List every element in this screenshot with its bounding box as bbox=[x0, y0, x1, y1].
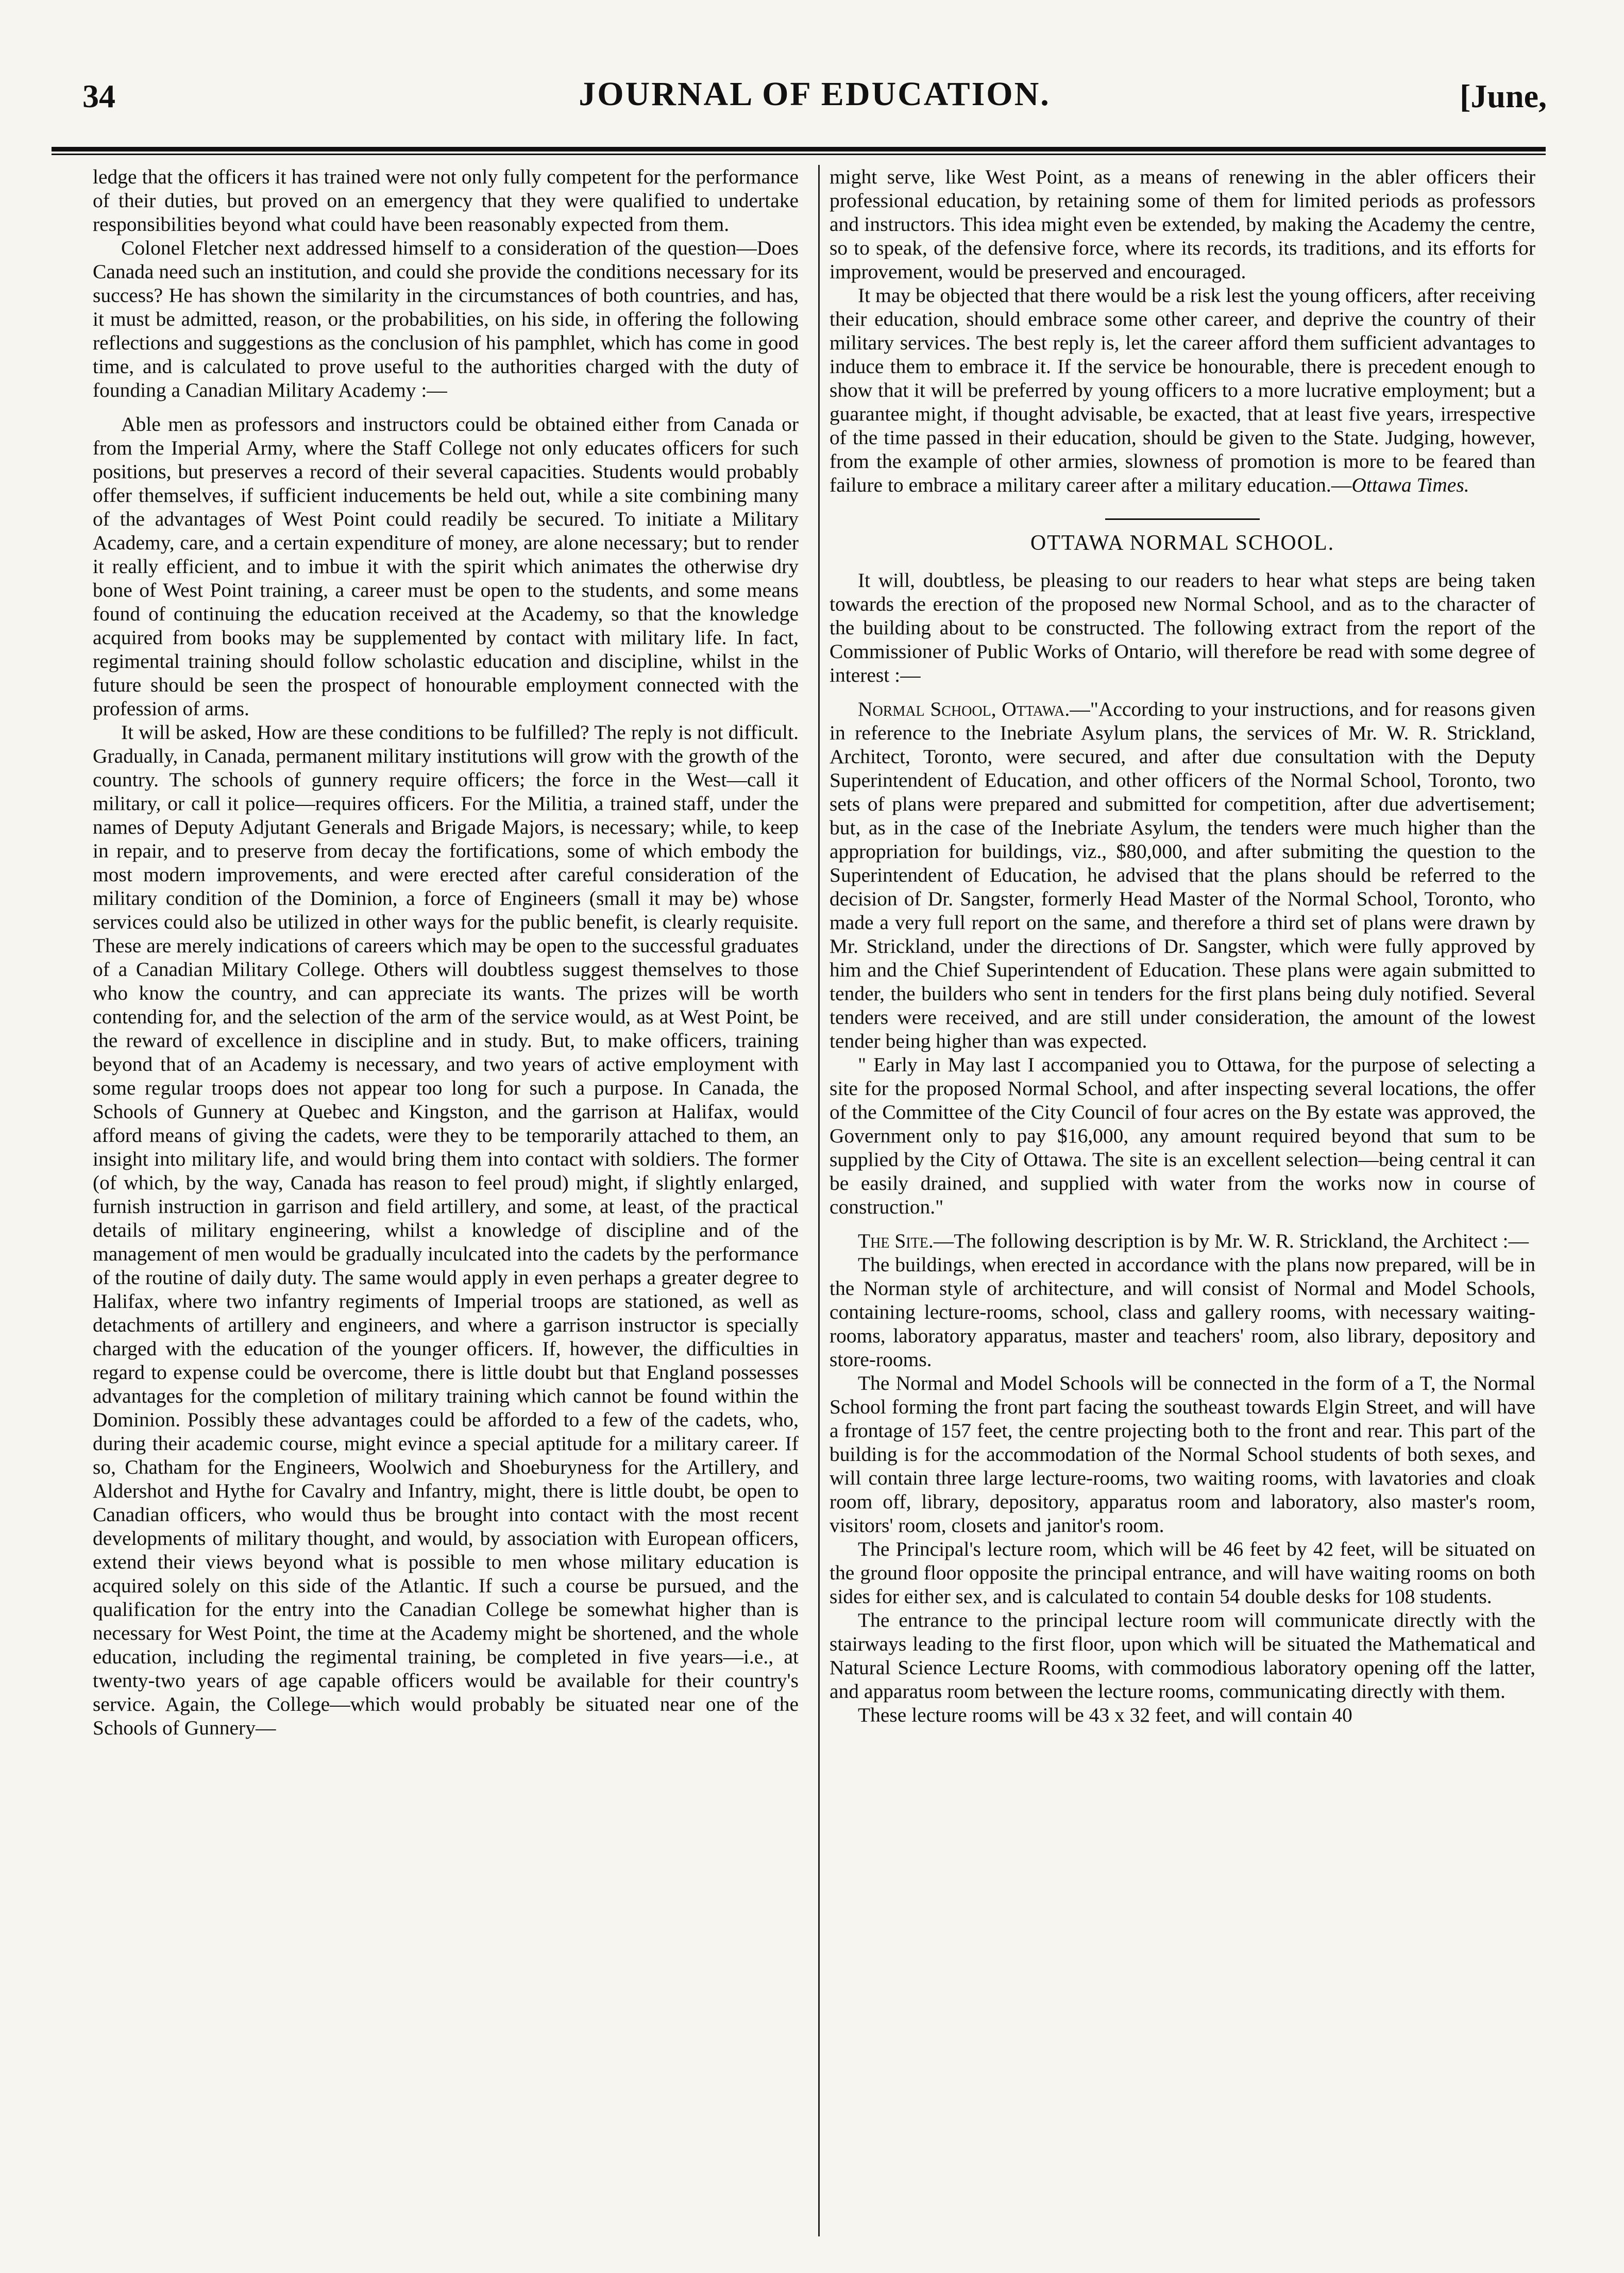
paragraph-lead: The Site. bbox=[858, 1230, 934, 1252]
quoted-paragraph: Able men as professors and instructors could be obtained either from Canada or from the Imperial Army, where the Staff College not only educates officers for such positions, but preserves a record of their several capacities. Students would probably offer themselves, if sufficient inducements be held out, while a site combining many of the advantages of West Point could readily be secured. To initiate a Military Academy, care, and a certain expenditure of money, are alone necessary; but to render it really efficient, and to imbue it with the spirit which animates the otherwise dry bone of West Point training, a career must be open to the students, and some means found of continuing the education received at the Academy, so that the knowledge acquired from books may be supplemented by contact with military life. In fact, regimental training should follow scholastic education and discipline, whilst in the future should be seen the prospect of honourable employment connected with the profession of arms. bbox=[93, 413, 799, 720]
section-rule bbox=[1105, 518, 1260, 520]
paragraph: The buildings, when erected in accordance with the plans now prepared, will be in the Norman style of architecture, and will consist of Normal and Model Schools, containing lecture-rooms, school, class and gallery rooms, with necessary waiting-rooms, laboratory apparatus, master and teachers' room, also library, depository and store-rooms. bbox=[830, 1253, 1535, 1371]
header-rule bbox=[52, 147, 1546, 151]
paragraph bbox=[830, 283, 1535, 497]
paragraph-lead: Normal School, Ottawa. bbox=[858, 698, 1070, 720]
paragraph: ledge that the officers it has trained were not only fully competent for the performance of their duties, but proved on an emergency that they were qualified to undertake responsibilities beyond what could have been reasonably expected from them. bbox=[93, 165, 799, 235]
left-column bbox=[93, 165, 799, 1740]
page-header bbox=[82, 72, 1547, 119]
paragraph: Colonel Fletcher next addressed himself to a consideration of the question—Does Canada need such an institution, and could she provide the conditions necessary for its success? He has shown the similarity in the circumstances of both countries, and has, it must be admitted, reason, or the probabilities, on his side, in offering the following reflections and suggestions as the conclusion of his pamphlet, which has come in good time, and is calculated to prove useful to the authorities charged with the duty of founding a Canadian Military Academy :— bbox=[93, 237, 799, 401]
header-rule-thin bbox=[52, 154, 1546, 155]
paragraph bbox=[830, 697, 1535, 1053]
source-citation: Ottawa Times. bbox=[1351, 474, 1469, 496]
paragraph: might serve, like West Point, as a means of renewing in the abler officers their professional education, by retaining some of them for limited periods as professors and instructors. This idea might even be extended, by making the Academy the centre, so to speak, of the defensive force, where its records, its traditions, and its efforts for improvement, would be preserved and encouraged. bbox=[830, 165, 1535, 283]
section-title: OTTAWA NORMAL SCHOOL. bbox=[1030, 531, 1335, 555]
paragraph: " Early in May last I accompanied you to Ottawa, for the purpose of selecting a site for the proposed Normal School, and after inspecting several locations, the offer of the Committee of the City Council of four acres on the By estate was approved, the Government only to pay $16,000, any amount required beyond that sum to be supplied by the City of Ottawa. The site is an excellent selection—being central it can be easily drained, and supplied with water from the works now in course of construction." bbox=[830, 1053, 1535, 1218]
column-divider bbox=[818, 165, 820, 2236]
paragraph: The Principal's lecture room, which will be 46 feet by 42 feet, will be situated on the ground floor opposite the principal entrance, and will have waiting rooms on both sides for either sex, and is calculated to contain 54 double desks for 108 students. bbox=[830, 1538, 1535, 1608]
right-column bbox=[830, 165, 1535, 1727]
page-number: 34 bbox=[82, 78, 115, 114]
paragraph: The Normal and Model Schools will be connected in the form of a T, the Normal School forming the front part facing the southeast towards Elgin Street, and will have a frontage of 157 feet, the centre projecting both to the front and rear. This part of the building is for the accommodation of the Normal School students of both sexes, and will contain three large lecture-rooms, two waiting rooms, with lavatories and cloak room off, library, depository, apparatus room and laboratory, also master's room, visitors' room, closets and janitor's room. bbox=[830, 1372, 1535, 1537]
journal-title: JOURNAL OF EDUCATION. bbox=[579, 75, 1051, 113]
paragraph bbox=[830, 1229, 1535, 1253]
paragraph-text: It may be objected that there would be a risk lest the young officers, after receiving their education, should embrace some other career, and deprive the country of their military services. The best reply is, let the career afford them sufficient advantages to induce them to embrace it. If the service be honourable, there is precedent enough to show that it will be preferred by young officers to a more lucrative employment; but a guarantee might, if thought advisable, be exacted, that at least five years, irrespective of the time passed in their education, should be given to the State. Judging, however, from the example of other armies, slowness of promotion is more to be feared than failure to embrace a military career after a military education.— bbox=[830, 284, 1535, 496]
issue-month: [June, bbox=[1460, 78, 1547, 114]
paragraph: The entrance to the principal lecture room will communicate directly with the stairways leading to the first floor, upon which will be situated the Mathematical and Natural Science Lecture Rooms, with commodious laboratory opening off the latter, and apparatus room between the lecture rooms, communicating directly with them. bbox=[830, 1609, 1535, 1703]
paragraph: It will be asked, How are these conditions to be fulfilled? The reply is not difficult. Gradually, in Canada, permanent military institutions will grow with the growth of the country. The schools of gunnery require officers; the force in the West—call it military, or call it police—requires officers. For the Militia, a trained staff, under the names of Deputy Adjutant Generals and Brigade Majors, is necessary; while, to keep in repair, and to preserve from decay the fortifications, some of which embody the most modern improvements, and were erected after careful consideration of the military condition of the Dominion, a force of Engineers (small it may be) whose services could also be utilized in other ways for the public benefit, is clearly requisite. These are merely indications of careers which may be open to the successful graduates of a Canadian Military College. Others will doubtless suggest themselves to those who know the country, and can appreciate its wants. The prizes will be worth contending for, and the selection of the arm of the service would, as at West Point, be the reward of excellence in discipline and in study. But, to make officers, training beyond that of an Academy is necessary, and two years of active employment with some regular troops does not appear too long for such a purpose. In Canada, the Schools of Gunnery at Quebec and Kingston, and the garrison at Halifax, would afford means of giving the cadets, were they to be temporarily attached to them, an insight into military life, and would bring them into contact with soldiers. The former (of which, by the way, Canada has reason to feel proud) might, if slightly enlarged, furnish instruction in garrison and field artillery, and some, at least, of the practical details of military engineering, whilst a knowledge of discipline and of the management of men would be gradually inculcated into the cadets by the performance of the routine of daily duty. The same would apply in even perhaps a greater degree to Halifax, where two infantry regiments of Imperial troops are stationed, as well as detachments of artillery and engineers, and where a garrison instructor is specially charged with the education of the younger officers. If, however, the difficulties in regard to expense could be overcome, there is little doubt but that England possesses advantages for the completion of military training which cannot be found within the Dominion. Possibly these advantages could be afforded to a few of the cadets, who, during their academic course, might evince a special aptitude for a military career. If so, Chatham for the Engineers, Woolwich and Shoeburyness for the Artillery, and Aldershot and Hythe for Cavalry and Infantry, might, there is little doubt, be open to Canadian officers, who would thus be brought into contact with the most recent developments of military thought, and would, by association with European officers, extend their views beyond what is possible to men whose military education is acquired solely on this side of the Atlantic. If such a course be pursued, and the qualification for the entry into the Canadian College be somewhat higher than is necessary for West Point, the time at the Academy might be shortened, and the whole education, including the regimental training, be completed in five years—i.e., at twenty-two years of age capable officers would be available for their country's service. Again, the College—which would probably be situated near one of the Schools of Gunnery— bbox=[93, 721, 799, 1739]
paragraph-text: —The following description is by Mr. W. R. Strickland, the Architect :— bbox=[933, 1230, 1529, 1252]
paragraph-text: —"According to your instructions, and for reasons given in reference to the Inebriate Asylum plans, the services of Mr. W. R. Strickland, Architect, Toronto, were secured, and after due consultation with the Deputy Superintendent of Education, and other officers of the Normal School, Toronto, two sets of plans were prepared and submitted for competition, after due advertisement; but, as in the case of the Inebriate Asylum, the tenders were much higher than the appropriation for buildings, viz., $80,000, and after submiting the question to the Superintendent of Education, he advised that the plans should be referred to the decision of Dr. Sangster, formerly Head Master of the Normal School, Toronto, who made a very full report on the same, and therefore a third set of plans were drawn by Mr. Strickland, under the directions of Dr. Sangster, which were fully approved by him and the Chief Superintendent of Education. These plans were again submitted to tender, the builders who sent in tenders for the first plans being duly notified. Several tenders were received, and are still under consideration, the amount of the lowest tender being higher than was expected. bbox=[830, 698, 1535, 1052]
paragraph: These lecture rooms will be 43 x 32 feet, and will contain 40 bbox=[858, 1704, 1352, 1726]
paragraph: It will, doubtless, be pleasing to our readers to hear what steps are being taken towards the erection of the proposed new Normal School, and as to the character of the building about to be constructed. The following extract from the report of the Commissioner of Public Works of Ontario, will therefore be read with some degree of interest :— bbox=[830, 569, 1535, 686]
